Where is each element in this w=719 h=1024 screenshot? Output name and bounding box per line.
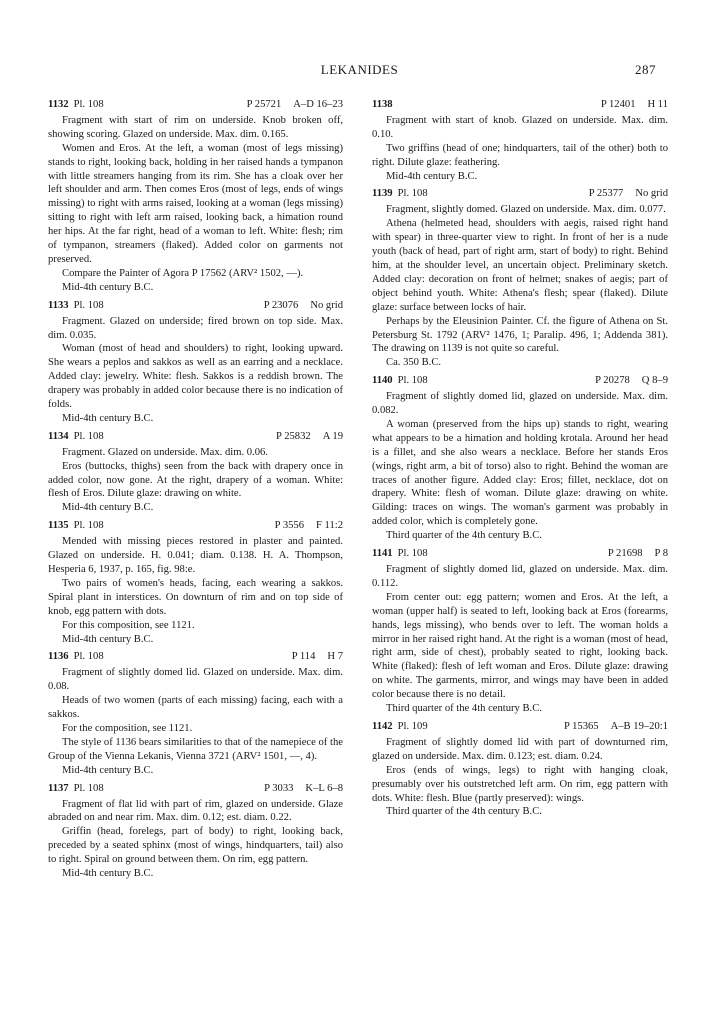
- entry-paragraph: From center out: egg pattern; women and Eros. At the left, a woman (upper half) is seated to left, looking back at Eros (forearms, hands, legs missing), who bends over to left. The woman holds a mirror in her raised right hand. At the right is a woman (most of head, right arm, side of chest), probably seated to right, looking back. White (flaked): flesh of left woman and Eros. Dilute glaze: drawing on white. The garments, mirror, and wings may have been in added color because there is no detail.: [372, 591, 668, 701]
- entry-inventory: P 12401: [600, 99, 636, 110]
- entry-header: [372, 98, 668, 112]
- entry-paragraph: The style of 1136 bears similarities to that of the namepiece of the Group of the Vienna Lekanis, Vienna 3721 (ARV² 1501, —, 4).: [48, 736, 343, 762]
- entry-paragraph: Mid-4th century B.C.: [62, 281, 154, 293]
- catalogue-entry: [48, 299, 343, 426]
- entry-plate: Pl. 108: [73, 99, 104, 110]
- entry-paragraph: Third quarter of the 4th century B.C.: [386, 703, 542, 715]
- page-number: 287: [635, 62, 656, 77]
- entry-paragraph: Two pairs of women's heads, facing, each wearing a sakkos. Spiral plant in interstices. On downturn of rim and on top side of knob, egg pattern with dots.: [48, 577, 343, 617]
- entry-plate: Pl. 108: [73, 430, 104, 442]
- entry-header: [48, 519, 343, 533]
- catalogue-entry: [372, 98, 668, 183]
- entry-paragraph: Fragment. Glazed on underside; fired brown on top side. Max. dim. 0.035.: [48, 315, 343, 341]
- entry-inventory: P 21698: [607, 548, 643, 560]
- entry-plate: Pl. 108: [73, 299, 104, 311]
- entry-paragraph: Fragment of slightly domed lid with part of downturned rim, glazed on underside. Max. dim. 0.123; est. diam. 0.24.: [372, 736, 668, 762]
- entry-paragraph: Mid-4th century B.C.: [62, 868, 154, 880]
- entry-paragraph: Fragment with start of knob. Glazed on underside. Max. dim. 0.10.: [372, 114, 668, 140]
- entry-number: 1135: [48, 520, 69, 532]
- entry-grid: H 11: [647, 99, 668, 110]
- catalogue-entry: [372, 374, 668, 543]
- entry-paragraph: Mid-4th century B.C.: [386, 170, 478, 182]
- entry-number: 1139: [372, 188, 393, 200]
- left-column: [48, 98, 343, 885]
- entry-plate: Pl. 108: [397, 188, 428, 200]
- entry-plate: Pl. 109: [397, 720, 428, 732]
- entry-paragraph: Perhaps by the Eleusinion Painter. Cf. the figure of Athena on St. Petersburg St. 1792 (ARV² 1476, 1; Paralip. 496, 1; Addenda 381). The drawing on 1139 is not quite so careful.: [372, 315, 668, 355]
- entry-plate: Pl. 108: [73, 651, 104, 663]
- catalogue-entry: [48, 650, 343, 777]
- entry-paragraph: Griffin (head, forelegs, part of body) to right, looking back, preceded by a seated sphinx (most of wings, hindquarters, tail) also to right. Spiral on ground between them. On rim, egg pattern.: [48, 826, 343, 866]
- entry-inventory: P 25721: [246, 99, 282, 110]
- catalogue-entry: [48, 98, 343, 295]
- catalogue-entry: [48, 519, 343, 646]
- entry-paragraph: Mid-4th century B.C.: [62, 764, 154, 776]
- catalogue-entry: [48, 430, 343, 515]
- entry-paragraph: Third quarter of the 4th century B.C.: [386, 530, 542, 542]
- page-title: LEKANIDES: [320, 62, 399, 77]
- entry-header: [48, 98, 343, 112]
- entry-paragraph: Mid-4th century B.C.: [62, 412, 154, 424]
- entry-paragraph: Fragment. Glazed on underside. Max. dim. 0.06.: [62, 446, 268, 458]
- entry-grid: A–B 19–20:1: [610, 720, 668, 732]
- entry-paragraph: Two griffins (head of one; hindquarters, tail of the other) both to right. Dilute glaze: feathering.: [372, 142, 668, 168]
- entry-inventory: P 25377: [588, 188, 624, 200]
- entry-plate: Pl. 108: [73, 520, 104, 532]
- entry-number: 1137: [48, 782, 69, 794]
- entry-header: [372, 547, 668, 561]
- entry-paragraph: Eros (buttocks, thighs) seen from the back with drapery once in added color, now gone. At the right, drapery of a woman. White: flesh of Eros. Dilute glaze: drawing on white.: [48, 460, 343, 500]
- entry-paragraph: Ca. 350 B.C.: [386, 357, 442, 369]
- entry-inventory: P 25832: [276, 430, 311, 442]
- entry-header: [48, 650, 343, 664]
- entry-paragraph: Mid-4th century B.C.: [62, 502, 154, 514]
- entry-paragraph: Third quarter of the 4th century B.C.: [386, 806, 542, 818]
- entry-paragraph: Fragment, slightly domed. Glazed on underside. Max. dim. 0.077.: [386, 204, 666, 216]
- entry-paragraph: Woman (most of head and shoulders) to right, looking upward. She wears a peplos and sakkos as well as an earring and a necklace. Added clay: jewelry. White: flesh. Sakkos is a reddish brown. The drapery was probably in added color because there is no indication of folds.: [48, 343, 343, 411]
- entry-plate: Pl. 108: [73, 782, 104, 794]
- entry-number: 1142: [372, 720, 393, 732]
- entry-header: [48, 782, 343, 796]
- entry-paragraph: Compare the Painter of Agora P 17562 (ARV² 1502, —).: [62, 267, 304, 279]
- entry-paragraph: Heads of two women (parts of each missing) facing, each with a sakkos.: [48, 695, 343, 721]
- entry-grid: H 7: [327, 651, 343, 663]
- entry-grid: A 19: [322, 430, 343, 442]
- entry-grid: F 11:2: [316, 520, 343, 532]
- entry-paragraph: Women and Eros. At the left, a woman (most of legs missing) stands to right, looking back, holding in her raised hands a tympanon with little streamers hanging from its rim. She has a cloak over her left shoulder and arm. Then comes Eros (most of legs, ends of wings missing) to right with arms raised, looking at a woman (legs missing) sitting to right with left arm raised, looking back, a himation round her hips. At the far right, head of a woman to left. White: flesh; rim of tympanon, streamers (flaked). Added color on garments not preserved.: [48, 142, 343, 265]
- entry-paragraph: Mended with missing pieces restored in plaster and painted. Glazed on underside. H. 0.041; diam. 0.138. H. A. Thompson, Hesperia 6, 1937, p. 165, fig. 98:e.: [48, 536, 343, 575]
- right-column: [372, 98, 668, 823]
- entry-header: [48, 430, 343, 444]
- entry-number: 1140: [372, 375, 393, 387]
- entry-paragraph: For this composition, see 1121.: [62, 619, 195, 631]
- entry-paragraph: Fragment with start of rim on underside. Knob broken off, showing scoring. Glazed on underside. Max. dim. 0.165.: [48, 114, 343, 140]
- entry-paragraph: Mid-4th century B.C.: [62, 633, 154, 645]
- catalogue-entry: [372, 187, 668, 370]
- entry-grid: K–L 6–8: [305, 782, 343, 794]
- entry-paragraph: For the composition, see 1121.: [62, 722, 193, 734]
- entry-plate: Pl. 108: [397, 375, 428, 387]
- entry-number: 1134: [48, 430, 69, 442]
- catalogue-entry: [48, 782, 343, 881]
- entry-paragraph: Fragment of slightly domed lid. Glazed on underside. Max. dim. 0.08.: [48, 667, 343, 693]
- entry-inventory: P 3556: [274, 520, 305, 532]
- entry-grid: No grid: [310, 299, 343, 311]
- entry-paragraph: Athena (helmeted head, shoulders with aegis, raised right hand with spear) in three-quarter view to right. In front of her is a nude youth (back of head, part of right arm, start of body) to right. Behind him, at the shoulder level, an uncertain object. Preliminary sketch. Added clay: decoration on front of helmet; snakes of aegis; part of object behind youth. White: Athena's flesh; spear (flaked). Dilute glaze: surface between locks of hair.: [372, 218, 668, 313]
- entry-paragraph: A woman (preserved from the hips up) stands to right, wearing what appears to be a himation and holding krotala. Around her head is a fillet, and she also wears a necklace. Before her stands Eros (wings, right arm, a bit of torso) also to right. Behind the woman are traces of another figure. Added clay: Eros; fillet, necklace, dot on drapery. White: flesh of woman. Dilute glaze: drawing on white. Gilding: traces on wings. The woman's garment was probably in added color, which is completely gone.: [372, 418, 668, 528]
- entry-inventory: P 114: [291, 651, 316, 663]
- entry-paragraph: Fragment of slightly domed lid, glazed on underside. Max. dim. 0.082.: [372, 391, 668, 417]
- entry-number: 1136: [48, 651, 69, 663]
- entry-grid: Q 8–9: [641, 375, 668, 387]
- entry-paragraph: Fragment of flat lid with part of rim, glazed on underside. Glaze abraded on and near rim. Max. dim. 0.12; est. diam. 0.22.: [48, 798, 343, 824]
- catalogue-entry: [372, 547, 668, 716]
- catalogue-entry: [372, 720, 668, 819]
- entry-header: [372, 187, 668, 201]
- entry-inventory: P 15365: [563, 720, 599, 732]
- entry-inventory: P 3033: [264, 782, 294, 794]
- entry-number: 1132: [48, 99, 69, 110]
- entry-plate: Pl. 108: [397, 548, 428, 560]
- entry-header: [48, 299, 343, 313]
- entry-paragraph: Eros (ends of wings, legs) to right with hanging cloak, presumably over his outstretched left arm. On rim, egg pattern with dots. White: flesh. Blue (partly preserved): wings.: [372, 764, 668, 804]
- entry-paragraph: Fragment of slightly domed lid, glazed on underside. Max. dim. 0.112.: [372, 564, 668, 589]
- entry-grid: No grid: [635, 188, 668, 200]
- entry-number: 1138: [372, 99, 393, 110]
- entry-inventory: P 23076: [263, 299, 299, 311]
- entry-header: [372, 720, 668, 734]
- entry-grid: P 8: [654, 548, 668, 560]
- entry-inventory: P 20278: [595, 375, 630, 387]
- entry-grid: A–D 16–23: [293, 99, 343, 110]
- entry-number: 1141: [372, 548, 393, 560]
- entry-header: [372, 374, 668, 388]
- entry-number: 1133: [48, 299, 69, 311]
